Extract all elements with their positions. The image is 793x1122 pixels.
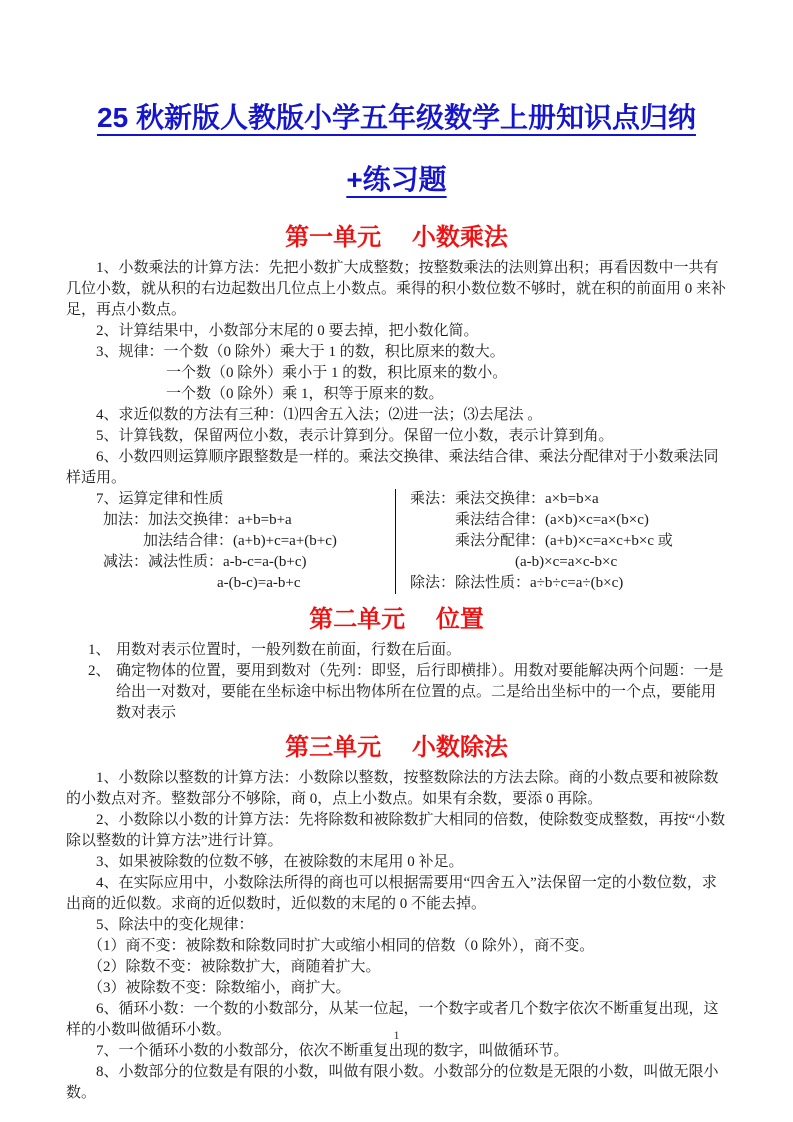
unit1-point-4: 4、求近似数的方法有三种：⑴四舍五入法；⑵进一法；⑶去尾法 。 bbox=[96, 407, 543, 423]
unit3-point-7: 7、一个循环小数的小数部分，依次不断重复出现的数字，叫做循环节。 bbox=[96, 1043, 569, 1059]
unit2-point-2 bbox=[66, 661, 727, 724]
laws-line-mul-distributive-2: (a-b)×c=a×c-b×c bbox=[515, 554, 618, 570]
document-title-line1: 25 秋新版人教版小学五年级数学上册知识点归纳 bbox=[97, 102, 696, 133]
unit3-point-5-sub-2: （2）除数不变：被除数扩大，商随着扩大。 bbox=[88, 959, 381, 975]
unit3-point-8: 8、小数部分的位数是有限的小数，叫做有限小数。小数部分的位数是无限的小数，叫做无限小数。 bbox=[66, 1064, 719, 1101]
unit-1-body bbox=[66, 258, 727, 594]
page-number: 1 bbox=[393, 1028, 400, 1042]
unit-3-body bbox=[66, 768, 727, 1104]
unit3-point-5-sub-3: （3）被除数不变：除数缩小，商扩大。 bbox=[88, 980, 351, 996]
laws-line-mul-distributive: 乘法分配律：(a+b)×c=a×c+b×c 或 bbox=[455, 533, 673, 549]
unit3-point-5: 5、除法中的变化规律： bbox=[96, 917, 254, 933]
unit1-point-3-line1: 3、规律：一个数（0 除外）乘大于 1 的数，积比原来的数大。 bbox=[96, 344, 505, 360]
unit3-point-1: 1、小数除以整数的计算方法：小数除以整数，按整数除法的方法去除。商的小数点要和被除数的小数点对齐。整数部分不够除，商 0，点上小数点。如果有余数，要添 0 再除。 bbox=[66, 770, 719, 807]
unit3-point-2: 2、小数除以小数的计算方法：先将除数和被除数扩大相同的倍数，使除数变成整数，再按“小数除以整数的计算方法”进行计算。 bbox=[66, 812, 726, 849]
laws-left-column bbox=[66, 489, 396, 594]
unit2-point-2-text: 确定物体的位置，要用到数对（先列：即竖，后行即横排）。用数对要能解决两个问题：一是给出一对数对，要能在坐标途中标出物体所在位置的点。二是给出坐标中的一个点，要能用数对表示 bbox=[116, 663, 724, 721]
laws-line-div-property: 除法：除法性质：a÷b÷c=a÷(b×c) bbox=[410, 575, 624, 591]
laws-line-mul-commutative: 乘法：乘法交换律：a×b=b×a bbox=[410, 491, 599, 507]
laws-line-add-commutative: 加法：加法交换律：a+b=b+a bbox=[103, 512, 292, 528]
laws-line-mul-associative: 乘法结合律：(a×b)×c=a×(b×c) bbox=[455, 512, 649, 528]
unit3-point-5-sub-1: （1）商不变：被除数和除数同时扩大或缩小相同的倍数（0 除外），商不变。 bbox=[88, 938, 595, 954]
document-title-line2: +练习题 bbox=[346, 164, 447, 195]
unit1-point-3-line3: 一个数（0 除外）乘 1，积等于原来的数。 bbox=[166, 386, 444, 402]
unit1-point-6: 6、小数四则运算顺序跟整数是一样的。乘法交换律、乘法结合律、乘法分配律对于小数乘法同样适用。 bbox=[66, 449, 719, 486]
unit-1-header: 第一单元 小数乘法 bbox=[285, 224, 508, 251]
unit2-point-1 bbox=[66, 640, 727, 661]
laws-line-sub-property-2: a-(b-c)=a-b+c bbox=[217, 575, 301, 591]
unit1-point-1: 1、小数乘法的计算方法：先把小数扩大成整数；按整数乘法的法则算出积；再看因数中一共有几位小数，就从积的右边起数出几位点上小数点。乘得的积小数位数不够时，就在积的前面用 0 来补足，再点小数点。 bbox=[66, 260, 727, 318]
unit1-point-3-line2: 一个数（0 除外）乘小于 1 的数，积比原来的数小。 bbox=[166, 365, 508, 381]
unit1-point-5: 5、计算钱数，保留两位小数，表示计算到分。保留一位小数，表示计算到角。 bbox=[96, 428, 614, 444]
laws-line-add-associative: 加法结合律：(a+b)+c=a+(b+c) bbox=[143, 533, 337, 549]
unit-3-header: 第三单元 小数除法 bbox=[285, 734, 508, 761]
unit1-point-2: 2、计算结果中，小数部分末尾的 0 要去掉，把小数化简。 bbox=[96, 323, 479, 339]
unit3-point-3: 3、如果被除数的位数不够，在被除数的末尾用 0 补足。 bbox=[96, 854, 464, 870]
unit2-point-2-number: 2、 bbox=[88, 663, 111, 679]
laws-line-sub-property: 减法：减法性质：a-b-c=a-(b+c) bbox=[103, 554, 307, 570]
unit-2-header: 第二单元 位置 bbox=[309, 606, 484, 633]
unit3-point-4: 4、在实际应用中，小数除法所得的商也可以根据需要用“四舍五入”法保留一定的小数位数，求出商的近似数。求商的近似数时，近似数的末尾的 0 不能去掉。 bbox=[66, 875, 717, 912]
unit2-point-1-number: 1、 bbox=[88, 642, 111, 658]
unit3-point-6: 6、循环小数：一个数的小数部分，从某一位起，一个数字或者几个数字依次不断重复出现，这样的小数叫做循环小数。 bbox=[66, 1001, 719, 1038]
unit-2-body bbox=[66, 640, 727, 724]
laws-table bbox=[66, 489, 727, 594]
laws-right-column bbox=[396, 489, 727, 594]
unit2-point-1-text: 用数对表示位置时，一般列数在前面，行数在后面。 bbox=[116, 642, 462, 658]
laws-line-left-title: 7、运算定律和性质 bbox=[96, 491, 224, 507]
